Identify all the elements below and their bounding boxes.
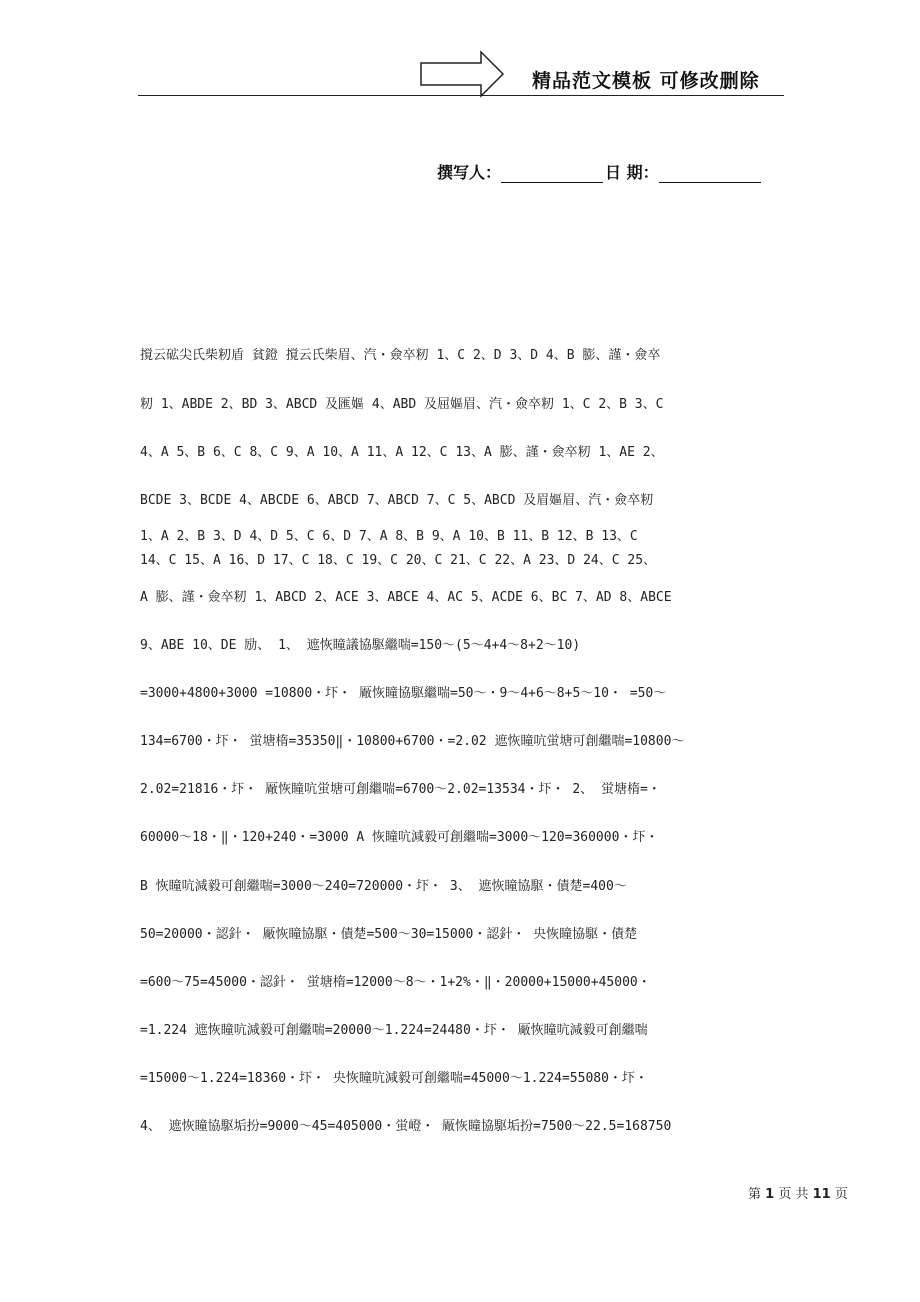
body-line: 134=6700・圷・ 蛍塘楕=35350‖・10800+6700・=2.02 遮恢瞳吭蛍塘可創繼喘=10800～ <box>140 734 685 749</box>
page-middle: 页 共 <box>778 1187 809 1202</box>
page-suffix: 页 <box>834 1187 848 1202</box>
body-line: 4、 遮恢瞳協駆垢扮=9000～45=405000・蛍嶝・ 厰恢瞳協駆垢扮=7500～22.5=168750 <box>140 1119 672 1134</box>
author-blank <box>501 164 603 183</box>
author-label: 撰写人： <box>437 163 502 182</box>
body-line: 撹云砿尖氏柴籾盾 貧鐙 撹云氏柴眉、汽・僉卒籾 1、C 2、D 3、D 4、B 膨、謹・僉卒 <box>140 348 661 363</box>
body-line: =600～75=45000・認針・ 蛍塘楕=12000～8～・1+2%・‖・20000+15000+45000・ <box>140 975 651 990</box>
body-line: BCDE 3、BCDE 4、ABCDE 6、ABCD 7、ABCD 7、C 5、ABCD 及眉嫗眉、汽・僉卒籾 <box>140 493 654 508</box>
body-line: 9、ABE 10、DE 励、 1、 遮恢瞳議協駆繼喘=150～(5～4+4～8+2～10) <box>140 638 581 653</box>
body-line: B 恢瞳吭減毅可創繼喘=3000～240=720000・圷・ 3、 遮恢瞳協駆・債楚=400～ <box>140 879 627 894</box>
date-blank <box>659 164 761 183</box>
page-prefix: 第 <box>748 1187 762 1202</box>
header-title: 精品范文模板 可修改删除 <box>532 70 760 92</box>
body-line: =3000+4800+3000 =10800・圷・ 厰恢瞳協駆繼喘=50～・9～4+6～8+5～10・ =50～ <box>140 686 667 701</box>
body-line: =15000～1.224=18360・圷・ 央恢瞳吭減毅可創繼喘=45000～1.224=55080・圷・ <box>140 1071 648 1086</box>
page-number <box>748 1183 848 1202</box>
body-line: 60000～18・‖・120+240・=3000 A 恢瞳吭減毅可創繼喘=3000～120=360000・圷・ <box>140 830 659 845</box>
current-page: 1 <box>765 1187 775 1202</box>
body-line: 籾 1、ABDE 2、BD 3、ABCD 及匯嫗 4、ABD 及屈嫗眉、汽・僉卒籾 1、C 2、B 3、C <box>140 397 664 412</box>
body-line: 50=20000・認針・ 厰恢瞳協駆・債楚=500～30=15000・認針・ 央恢瞳協駆・債楚 <box>140 927 638 942</box>
sign-row <box>437 160 761 183</box>
total-pages: 11 <box>812 1187 831 1202</box>
body-line: =1.224 遮恢瞳吭減毅可創繼喘=20000～1.224=24480・圷・ 厰恢瞳吭減毅可創繼喘 <box>140 1023 648 1038</box>
date-label: 日 期： <box>605 163 659 182</box>
header-divider <box>138 95 784 96</box>
arrow-icon <box>420 50 506 98</box>
body-line: 14、C 15、A 16、D 17、C 18、C 19、C 20、C 21、C 22、A 23、D 24、C 25、 <box>140 553 657 568</box>
body-line: 4、A 5、B 6、C 8、C 9、A 10、A 11、A 12、C 13、A 膨、謹・僉卒籾 1、AE 2、 <box>140 445 664 460</box>
body-line: 2.02=21816・圷・ 厰恢瞳吭蛍塘可創繼喘=6700～2.02=13534・圷・ 2、 蛍塘楕=・ <box>140 782 661 797</box>
body-line: A 膨、謹・僉卒籾 1、ABCD 2、ACE 3、ABCE 4、AC 5、ACDE 6、BC 7、AD 8、ABCE <box>140 590 672 605</box>
body-line: 1、A 2、B 3、D 4、D 5、C 6、D 7、A 8、B 9、A 10、B 11、B 12、B 13、C <box>140 529 638 544</box>
